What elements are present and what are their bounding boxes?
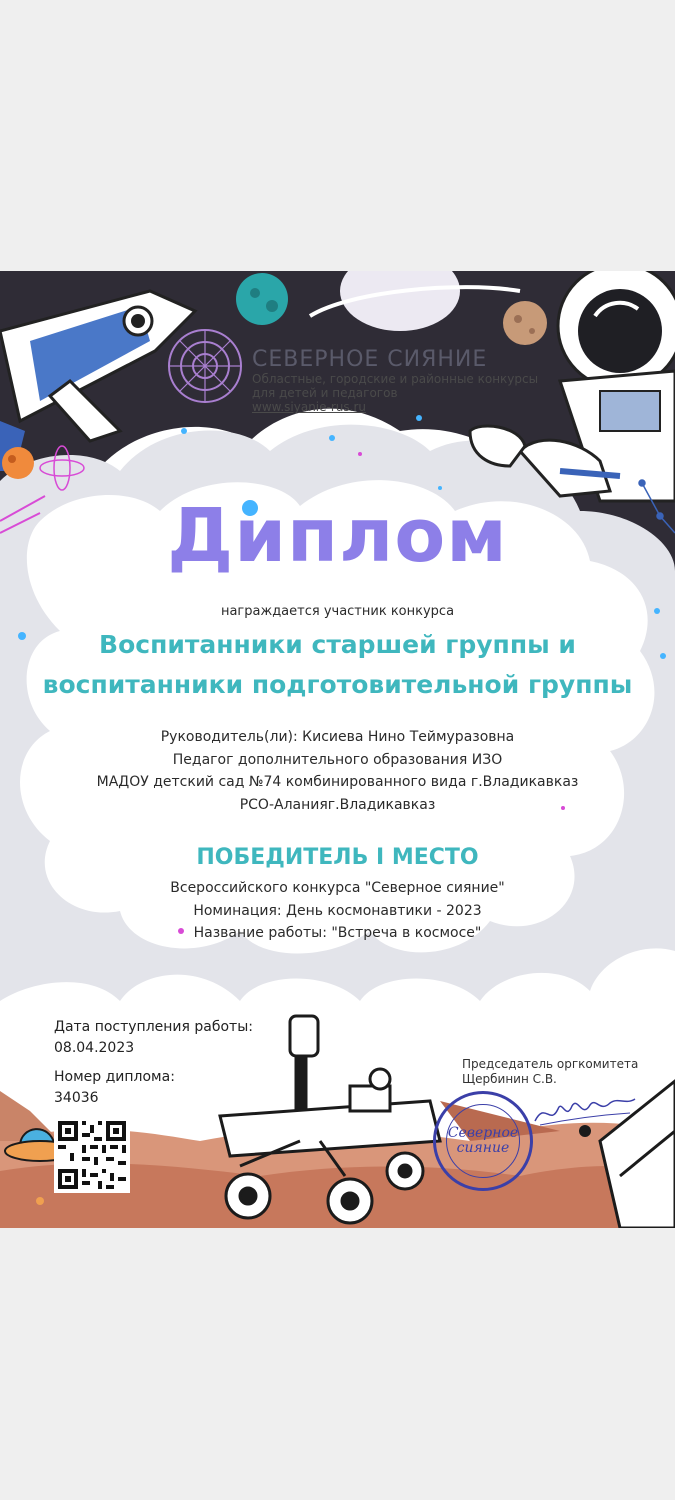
awarded-text: награждается участник конкурса [220, 604, 455, 619]
participant-line2: воспитанники подготовительной группы [42, 670, 633, 699]
institution-text: МАДОУ детский сад №74 комбинированного вида г.Владикавказ [96, 774, 579, 790]
date-value: 08.04.2023 [54, 1040, 135, 1056]
signature-scribble [530, 1091, 640, 1131]
date-label: Дата поступления работы: [54, 1019, 253, 1035]
diploma-certificate [0, 271, 675, 1228]
organization-subtitle-line2: для детей и педагогов [252, 386, 398, 400]
number-value: 34036 [54, 1090, 99, 1106]
participant-line1: Воспитанники старшей группы и [99, 630, 576, 659]
nomination-text: Номинация: День космонавтики - 2023 [193, 903, 482, 919]
work-title-text: Название работы: "Встреча в космосе" [193, 925, 482, 941]
number-label: Номер диплома: [54, 1069, 175, 1085]
organization-header [252, 347, 538, 414]
region-text: РСО-Аланияг.Владикавказ [239, 797, 436, 813]
diploma-title: Диплом [167, 493, 508, 579]
chairman-block [462, 1057, 638, 1087]
chairman-name: Щербинин С.В. [462, 1072, 557, 1086]
organization-subtitle-line1: Областные, городские и районные конкурсы [252, 372, 539, 386]
stamp-text-line2: сияние [456, 1140, 510, 1156]
stamp-text-line1: Северное [447, 1125, 519, 1141]
organization-logo-emblem [169, 330, 241, 402]
place-heading: ПОБЕДИТЕЛЬ I МЕСТО [196, 845, 479, 870]
supervisor-text: Руководитель(ли): Кисиева Нино Теймуразовна [160, 729, 515, 745]
organization-website-link[interactable]: www.siyanie-rus.ru [252, 400, 366, 414]
organization-name: СЕВЕРНОЕ СИЯНИЕ [252, 347, 488, 372]
qr-code[interactable] [54, 1117, 130, 1193]
organization-stamp [433, 1091, 533, 1191]
contest-text: Всероссийского конкурса "Северное сияние" [170, 880, 505, 896]
position-text: Педагог дополнительного образования ИЗО [172, 752, 503, 768]
diploma-meta-info [54, 1017, 253, 1109]
chairman-title: Председатель оргкомитета [462, 1057, 639, 1071]
